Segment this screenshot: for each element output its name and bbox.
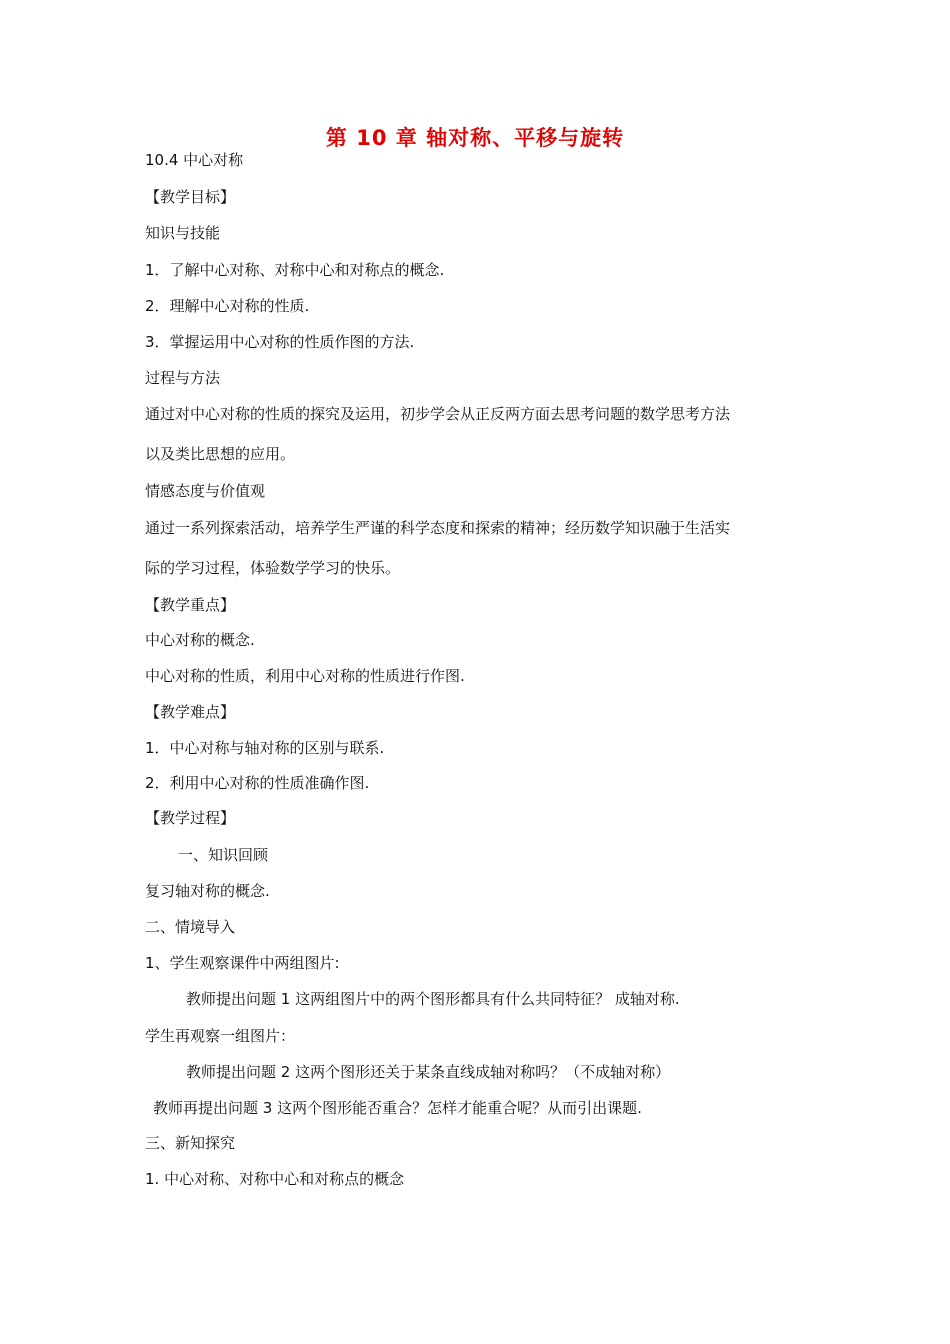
subheading-new-knowledge: 三、新知探究: [145, 1134, 236, 1152]
text-line: 2．理解中心对称的性质.: [145, 297, 310, 315]
text-line: 学生再观察一组图片：: [145, 1027, 296, 1045]
text-line: 3．掌握运用中心对称的性质作图的方法.: [145, 333, 415, 351]
text-line: 教师提出问题 1 这两组图片中的两个图形都具有什么共同特征？ 成轴对称.: [186, 990, 680, 1008]
text-line: 1．中心对称与轴对称的区别与联系.: [145, 739, 385, 757]
text-line: 以及类比思想的应用。: [145, 445, 296, 463]
section-heading: 10.4 中心对称: [145, 151, 244, 169]
text-line: 教师再提出问题 3 这两个图形能否重合？怎样才能重合呢？从而引出课题.: [153, 1099, 642, 1117]
subheading-knowledge: 知识与技能: [145, 224, 221, 242]
text-line: 2．利用中心对称的性质准确作图.: [145, 774, 370, 792]
subheading-introduction: 二、情境导入: [145, 918, 236, 936]
text-line: 教师提出问题 2 这两个图形还关于某条直线成轴对称吗？（不成轴对称）: [186, 1063, 671, 1081]
text-line: 复习轴对称的概念.: [145, 882, 270, 900]
heading-objectives: 【教学目标】: [145, 188, 236, 206]
text-line: 中心对称的性质，利用中心对称的性质进行作图.: [145, 667, 465, 685]
text-line: 1．了解中心对称、对称中心和对称点的概念.: [145, 261, 445, 279]
heading-difficulties: 【教学难点】: [145, 703, 236, 721]
text-line: 中心对称的概念.: [145, 631, 255, 649]
subheading-review: 一、知识回顾: [178, 846, 269, 864]
heading-key-points: 【教学重点】: [145, 596, 236, 614]
text-line: 1、学生观察课件中两组图片:: [145, 954, 340, 972]
page-title: 第 10 章 轴对称、平移与旋转: [325, 126, 625, 150]
text-line: 通过一系列探索活动，培养学生严谨的科学态度和探索的精神；经历数学知识融于生活实: [145, 519, 731, 537]
text-line: 通过对中心对称的性质的探究及运用，初步学会从正反两方面去思考问题的数学思考方法: [145, 405, 731, 423]
heading-process: 【教学过程】: [145, 809, 236, 827]
text-line: 1. 中心对称、对称中心和对称点的概念: [145, 1170, 405, 1188]
subheading-attitude: 情感态度与价值观: [145, 482, 266, 500]
subheading-process: 过程与方法: [145, 369, 221, 387]
text-line: 际的学习过程，体验数学学习的快乐。: [145, 559, 401, 577]
